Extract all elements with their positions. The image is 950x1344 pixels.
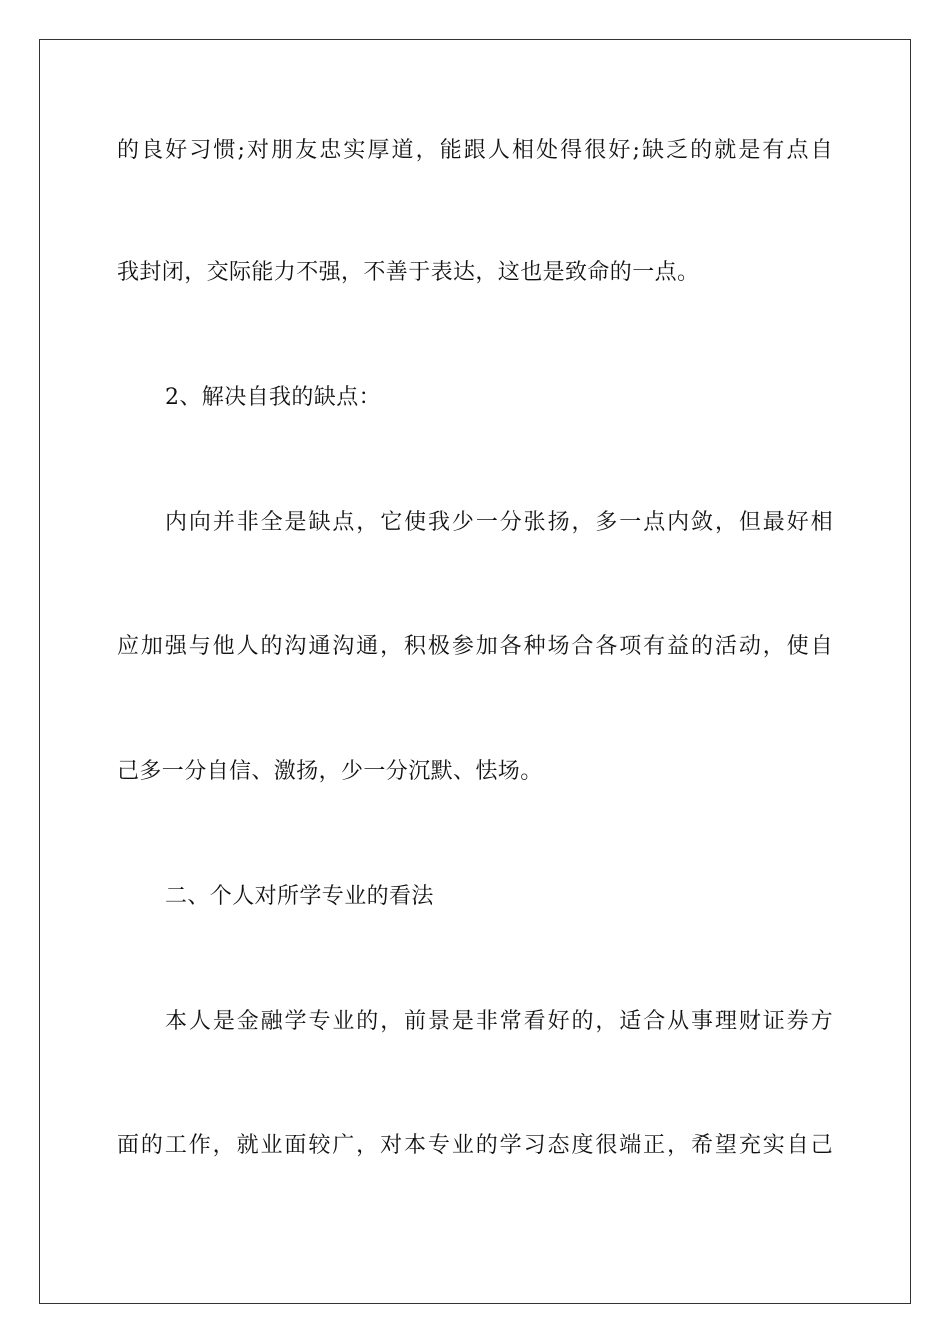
paragraph-line: 本人是金融学专业的，前景是非常看好的，适合从事理财证券方 (165, 1009, 833, 1034)
page-border (39, 39, 911, 1304)
paragraph-line: 己多一分自信、激扬，少一分沉默、怯场。 (117, 759, 543, 784)
paragraph-line: 内向并非全是缺点，它使我少一分张扬，多一点内敛，但最好相 (165, 510, 833, 535)
paragraph-line: 的良好习惯;对朋友忠实厚道，能跟人相处得很好;缺乏的就是有点自 (117, 138, 833, 163)
paragraph-line: 我封闭，交际能力不强，不善于表达，这也是致命的一点。 (117, 260, 700, 285)
paragraph-line: 应加强与他人的沟通沟通，积极参加各种场合各项有益的活动，使自 (117, 634, 833, 659)
section-heading: 二、个人对所学专业的看法 (165, 884, 434, 909)
paragraph-line: 面的工作，就业面较广，对本专业的学习态度很端正，希望充实自己 (117, 1133, 833, 1158)
section-heading: 2、解决自我的缺点： (165, 385, 381, 410)
